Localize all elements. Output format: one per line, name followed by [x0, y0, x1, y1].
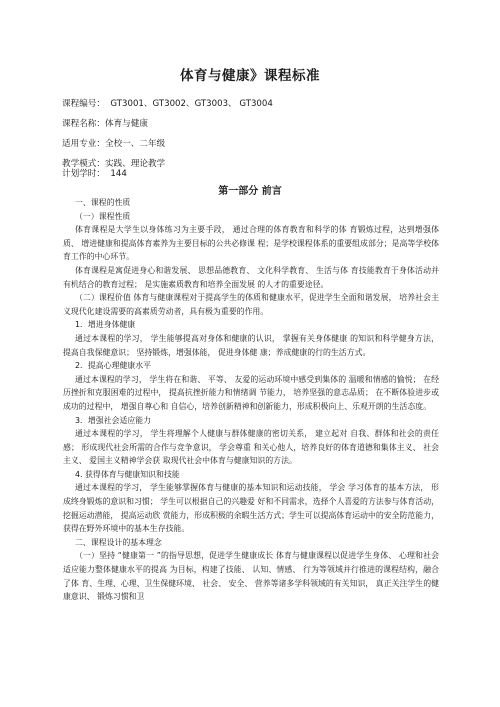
- document-body: [63, 196, 439, 604]
- item-heading: 4. 获得体育与健康知识和技能: [75, 469, 180, 479]
- meta-course-name: 课程名称：体育与健康: [62, 119, 148, 129]
- paragraph: 体育课程是寓促进身心和谐发展、 思想品德教育、 文化科学教育、 生活与体 育技能教育于身体活动并有机结合的教育过程； 是实施素质教育和培养全面发展 的人才的重要途径。: [63, 265, 439, 289]
- paragraph: 通过本课程的学习， 学生将理解个人健康与群体健康的密切关系， 建立起对 自我、群体和社会的责任感； 形成现代社会所需的合作与竞争意识， 学会尊重 和关心他人，培养良好的体育道德和集体主义、 社会主义、 爱国主义精神学会获 取现代社会中体育与健康知识的方法。: [63, 429, 439, 466]
- meta-hours: 计划学时： 144: [62, 169, 127, 179]
- section-heading: 二、课程设计的基本理念: [75, 537, 162, 547]
- item-heading: 2．提高心理健康水平: [75, 361, 152, 371]
- section-heading: 一、课程的性质: [75, 198, 131, 207]
- document-title: 体育与健康》课程标准: [180, 68, 320, 84]
- paragraph: 通过本课程的学习， 学生将在和谐、 平等、 友爱的运动环境中感受到集体的 温暖和情感的愉悦； 在经历挫折和克服困难的过程中， 提高抗挫折能力和情绪调 节能力， 培养坚强的意志品质； 在不断体验进步或成功的过程中， 增强自尊心和 自信心，培养创新精神和创新能力，形成积极向上、乐观开朗的生活态度。: [63, 374, 439, 411]
- item-heading: 3．增强社会适应能力: [75, 415, 152, 425]
- paragraph: 通过本课程的学习， 学生能够提高对身体和健康的认识， 掌握有关身体健康 的知识和科学健身方法， 提高自我保健意识； 坚持锻炼，增强体能， 促进身体健 康；养成健康的行的生活方式。: [63, 333, 439, 357]
- paragraph: 通过本课程的学习， 学生能够掌握体育与健康的基本知识和运动技能， 学会 学习体育的基本方法， 形成终身锻炼的意识和习惯； 学生可以根据自己的兴趣爱 好和不同需求，选择个人喜爱的方法参与体育活动， 挖掘运动潜能， 提高运动欣 赏能力，形成积极的余暇生活方式；学生可以提高体育运动中的安全防范能力， 获得在野外环境中的基本生存技能。: [63, 483, 439, 534]
- paragraph: （一）坚持 “健康第一 ”的指导思想，促进学生健康成长 体育与健康课程以促进学生身体、 心理和社会适应能力整体健康水平的提高 为目标，构建了技能、 认知、情感、 行为等领域并行推进的课程结构，融合了体 育、生理、心理、卫生保健环境、 社会、 安全、 营养等诸多学科领域的有关知识， 真正关注学生的健康意识、 锻炼习惯和卫: [63, 551, 439, 602]
- meta-major: 适用专业：全校一、二年级: [62, 139, 166, 149]
- subsection-heading: （一）课程性质: [75, 211, 131, 221]
- item-heading: 1．增进身体健康: [75, 320, 136, 330]
- meta-course-code: 课程编号： GT3001、GT3002、GT3003、 GT3004: [62, 99, 273, 109]
- meta-mode: 教学模式：实践、理论教学: [62, 159, 166, 169]
- paragraph: （二）课程价值 体育与健康课程对于提高学生的体质和健康水平，促进学生全面和谐发展， 培养社会主义现代化建设需要的高素质劳动者，具有极为重要的作用。: [63, 293, 439, 316]
- part-title: 第一部分 前言: [218, 186, 282, 197]
- paragraph: 体育课程是大学生以身体练习为主要手段， 通过合理的体育教育和科学的体 育锻炼过程，达到增强体质、 增进健康和提高体育素养为主要目标的公共必修课 程；是学校课程体系的重要组成部分；是高等学校体育工作的中心环节。: [63, 225, 439, 262]
